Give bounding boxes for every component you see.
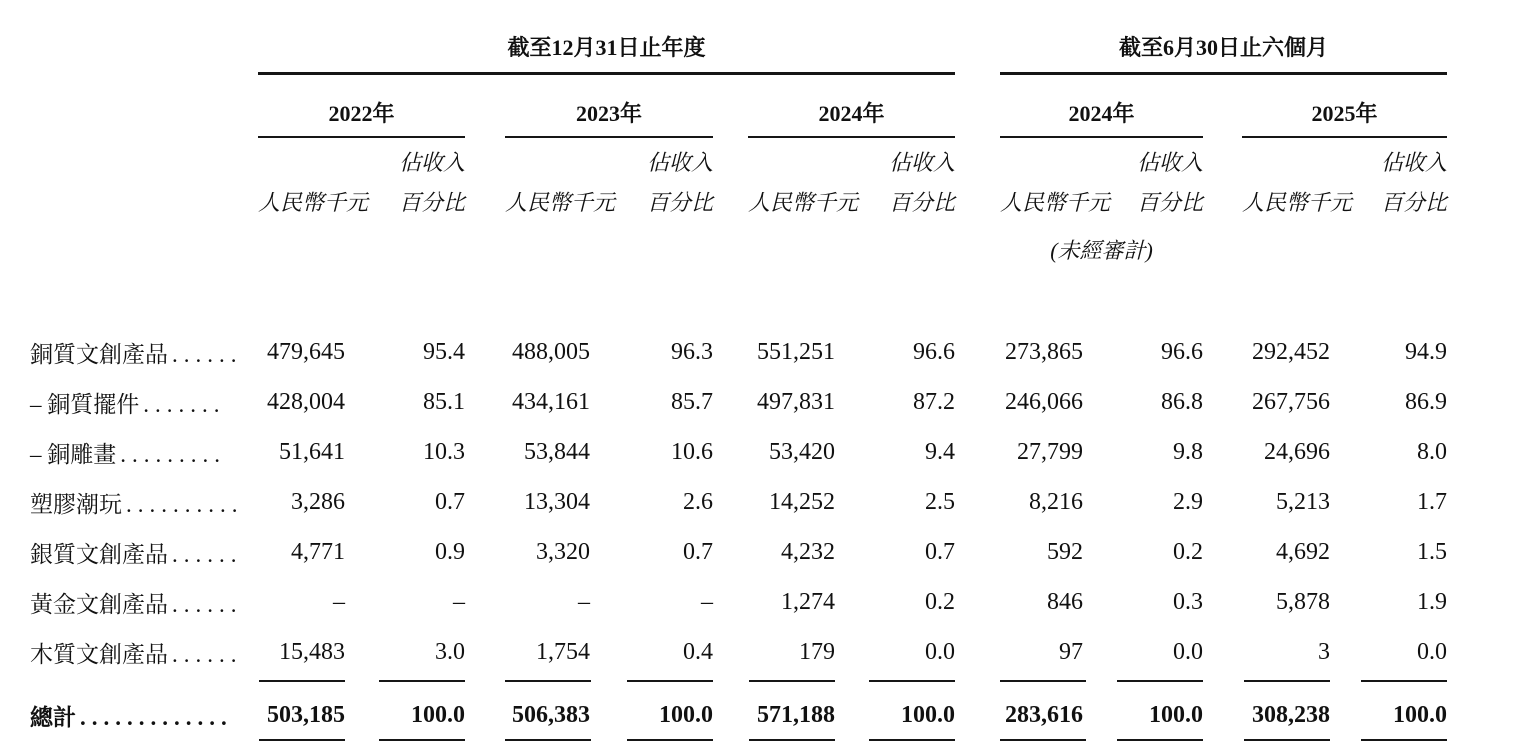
pct-header-line1: 佔收入 bbox=[398, 150, 465, 175]
cell-value: 53,844 bbox=[524, 438, 590, 465]
row-label-text: – 銅雕畫 bbox=[30, 441, 117, 467]
row-label bbox=[30, 427, 230, 477]
dot-leader: ............. bbox=[80, 704, 233, 730]
spacer bbox=[30, 137, 230, 225]
cell-value: 14,252 bbox=[769, 488, 835, 515]
spacer bbox=[30, 225, 1000, 265]
total-value: 100.0 bbox=[1393, 701, 1448, 728]
subtotal-rule bbox=[627, 680, 713, 682]
total-value: 506,383 bbox=[512, 701, 590, 728]
row-label bbox=[30, 377, 230, 427]
cell-value: 9.4 bbox=[925, 438, 956, 465]
cell-value: – bbox=[578, 588, 590, 615]
cell-value: 0.7 bbox=[435, 488, 465, 515]
pct-header-line1: 佔收入 bbox=[1137, 150, 1204, 175]
row-label bbox=[30, 477, 244, 527]
year-header-row bbox=[30, 74, 1447, 138]
cell-value: 85.7 bbox=[671, 388, 713, 415]
spacer bbox=[30, 12, 230, 74]
cell-value: 97 bbox=[1059, 638, 1084, 665]
group-header-row bbox=[30, 12, 1447, 74]
total-double-rule bbox=[505, 739, 591, 744]
cell-value: 846 bbox=[1047, 588, 1084, 615]
spacer bbox=[1203, 137, 1242, 225]
unaudited-note: (未經審計) bbox=[1050, 238, 1153, 263]
table-row bbox=[30, 527, 1447, 577]
cell-value: 246,066 bbox=[1005, 388, 1084, 415]
cell-value: 96.3 bbox=[671, 338, 713, 365]
cell-value: 10.3 bbox=[423, 438, 465, 465]
spacer bbox=[955, 12, 1000, 74]
cell-value: – bbox=[453, 588, 465, 615]
cell-value: 273,865 bbox=[1005, 338, 1084, 365]
spacer bbox=[465, 137, 505, 225]
cell-value: 4,232 bbox=[781, 538, 835, 565]
pct-header-line1: 佔收入 bbox=[646, 150, 713, 175]
pct-header-line1: 佔收入 bbox=[889, 150, 956, 175]
spacer bbox=[230, 137, 258, 225]
total-value: 503,185 bbox=[267, 701, 345, 728]
row-label bbox=[30, 577, 243, 627]
amount-unit-header: 人民幣千元 bbox=[748, 190, 859, 215]
row-label-text: 黃金文創產品 bbox=[30, 591, 168, 617]
table-row bbox=[30, 627, 1447, 677]
cell-value: 5,878 bbox=[1276, 588, 1331, 615]
pct-header-line2: 百分比 bbox=[1137, 190, 1204, 215]
cell-value: 1.9 bbox=[1417, 588, 1448, 615]
revenue-by-product-table bbox=[30, 12, 1447, 744]
total-value: 100.0 bbox=[901, 701, 956, 728]
subtotal-rule bbox=[505, 680, 591, 682]
cell-value: 87.2 bbox=[913, 388, 956, 415]
row-label-text: 塑膠潮玩 bbox=[30, 491, 122, 517]
total-label bbox=[30, 693, 233, 737]
spacer bbox=[713, 74, 748, 138]
cell-value: 1,274 bbox=[781, 588, 835, 615]
dot-leader: ...... bbox=[172, 341, 243, 367]
cell-value: 592 bbox=[1047, 538, 1084, 565]
cell-value: 3,320 bbox=[536, 538, 590, 565]
subtotal-rule bbox=[259, 680, 345, 682]
subtotal-rule bbox=[1000, 680, 1086, 682]
dot-leader: ....... bbox=[143, 391, 226, 417]
cell-value: 179 bbox=[799, 638, 835, 665]
cell-value: 2.5 bbox=[925, 488, 956, 515]
total-value: 571,188 bbox=[757, 701, 835, 728]
total-double-rule bbox=[869, 739, 955, 744]
dot-leader: ...... bbox=[172, 641, 243, 667]
total-double-rule bbox=[1000, 739, 1086, 744]
cell-value: 51,641 bbox=[279, 438, 345, 465]
column-header-row bbox=[30, 137, 1447, 225]
spacer bbox=[30, 74, 230, 138]
cell-value: 9.8 bbox=[1173, 438, 1204, 465]
cell-value: 86.9 bbox=[1405, 388, 1448, 415]
cell-value: 0.2 bbox=[1173, 538, 1204, 565]
spacer bbox=[465, 74, 505, 138]
subtotal-rule-row bbox=[30, 677, 1447, 693]
subtotal-rule bbox=[749, 680, 835, 682]
total-double-rule bbox=[259, 739, 345, 744]
total-double-rule-row bbox=[30, 737, 1447, 744]
dot-leader: ...... bbox=[172, 541, 243, 567]
cell-value: 86.8 bbox=[1161, 388, 1204, 415]
amount-unit-header: 人民幣千元 bbox=[258, 190, 369, 215]
cell-value: 0.7 bbox=[925, 538, 956, 565]
amount-unit-header: 人民幣千元 bbox=[1000, 190, 1111, 215]
total-double-rule bbox=[379, 739, 465, 744]
cell-value: 3 bbox=[1318, 638, 1331, 665]
cell-value: 434,161 bbox=[512, 388, 590, 415]
subtotal-rule bbox=[869, 680, 955, 682]
cell-value: 53,420 bbox=[769, 438, 835, 465]
total-value: 308,238 bbox=[1252, 701, 1331, 728]
subtotal-rule bbox=[1244, 680, 1330, 682]
total-row bbox=[30, 693, 1447, 737]
table-row bbox=[30, 377, 1447, 427]
spacer bbox=[713, 137, 748, 225]
year-header-2023: 2023年 bbox=[505, 74, 713, 138]
cell-value: 479,645 bbox=[267, 338, 345, 365]
row-label-text: 銀質文創產品 bbox=[30, 541, 168, 567]
subtotal-rule bbox=[1117, 680, 1203, 682]
cell-value: 85.1 bbox=[423, 388, 465, 415]
cell-value: – bbox=[701, 588, 713, 615]
cell-value: 0.0 bbox=[925, 638, 956, 665]
cell-value: 8,216 bbox=[1029, 488, 1084, 515]
total-value: 100.0 bbox=[659, 701, 713, 728]
cell-value: 15,483 bbox=[279, 638, 345, 665]
cell-value: 0.7 bbox=[683, 538, 713, 565]
spacer bbox=[955, 74, 1000, 138]
pct-header-line2: 百分比 bbox=[1381, 190, 1448, 215]
unaudited-row bbox=[30, 225, 1447, 265]
cell-value: 10.6 bbox=[671, 438, 713, 465]
total-double-rule bbox=[627, 739, 713, 744]
cell-value: 4,692 bbox=[1276, 538, 1331, 565]
cell-value: 24,696 bbox=[1264, 438, 1331, 465]
cell-value: 0.2 bbox=[925, 588, 956, 615]
total-value: 100.0 bbox=[411, 701, 465, 728]
row-label bbox=[30, 527, 243, 577]
group-header-fy: 截至12月31日止年度 bbox=[258, 12, 955, 74]
cell-value: 497,831 bbox=[757, 388, 835, 415]
subtotal-rule bbox=[1361, 680, 1447, 682]
total-value: 283,616 bbox=[1005, 701, 1084, 728]
dot-leader: .......... bbox=[126, 491, 244, 517]
cell-value: 5,213 bbox=[1276, 488, 1331, 515]
cell-value: 0.3 bbox=[1173, 588, 1204, 615]
cell-value: 0.4 bbox=[683, 638, 713, 665]
total-double-rule bbox=[749, 739, 835, 744]
total-double-rule bbox=[1244, 739, 1330, 744]
cell-value: 551,251 bbox=[757, 338, 835, 365]
row-label bbox=[30, 327, 243, 377]
amount-unit-header: 人民幣千元 bbox=[505, 190, 616, 215]
spacer bbox=[1203, 74, 1242, 138]
cell-value: 2.6 bbox=[683, 488, 713, 515]
cell-value: 428,004 bbox=[267, 388, 345, 415]
cell-value: 13,304 bbox=[524, 488, 590, 515]
cell-value: 0.0 bbox=[1417, 638, 1448, 665]
year-header-2025-interim: 2025年 bbox=[1242, 74, 1447, 138]
cell-value: 1.7 bbox=[1417, 488, 1448, 515]
table-row bbox=[30, 477, 1447, 527]
total-double-rule bbox=[1361, 739, 1447, 744]
total-label-text: 總計 bbox=[30, 704, 76, 730]
cell-value: 292,452 bbox=[1252, 338, 1331, 365]
table-row bbox=[30, 577, 1447, 627]
table-row bbox=[30, 427, 1447, 477]
row-label-text: – 銅質擺件 bbox=[30, 391, 140, 417]
cell-value: 0.9 bbox=[435, 538, 465, 565]
row-label-text: 木質文創產品 bbox=[30, 641, 168, 667]
cell-value: 0.0 bbox=[1173, 638, 1204, 665]
cell-value: 4,771 bbox=[291, 538, 345, 565]
cell-value: – bbox=[333, 588, 345, 615]
header-body-gap bbox=[30, 265, 1447, 327]
year-header-2024-interim: 2024年 bbox=[1000, 74, 1203, 138]
spacer bbox=[955, 137, 1000, 225]
cell-value: 8.0 bbox=[1417, 438, 1448, 465]
table-row bbox=[30, 327, 1447, 377]
cell-value: 267,756 bbox=[1252, 388, 1331, 415]
cell-value: 1,754 bbox=[536, 638, 590, 665]
cell-value: 94.9 bbox=[1405, 338, 1448, 365]
pct-header-line2: 百分比 bbox=[398, 190, 465, 215]
cell-value: 1.5 bbox=[1417, 538, 1448, 565]
group-header-interim: 截至6月30日止六個月 bbox=[1000, 12, 1447, 74]
pct-header-line2: 百分比 bbox=[889, 190, 956, 215]
total-value: 100.0 bbox=[1149, 701, 1204, 728]
spacer bbox=[230, 12, 258, 74]
pct-header-line2: 百分比 bbox=[646, 190, 713, 215]
cell-value: 3,286 bbox=[291, 488, 345, 515]
year-header-2024: 2024年 bbox=[748, 74, 955, 138]
year-header-2022: 2022年 bbox=[258, 74, 465, 138]
total-double-rule bbox=[1117, 739, 1203, 744]
dot-leader: ......... bbox=[120, 441, 226, 467]
cell-value: 95.4 bbox=[423, 338, 465, 365]
cell-value: 96.6 bbox=[1161, 338, 1204, 365]
row-label-text: 銅質文創產品 bbox=[30, 341, 168, 367]
dot-leader: ...... bbox=[172, 591, 243, 617]
row-label bbox=[30, 627, 243, 677]
pct-header-line1: 佔收入 bbox=[1381, 150, 1448, 175]
cell-value: 96.6 bbox=[913, 338, 956, 365]
subtotal-rule bbox=[379, 680, 465, 682]
amount-unit-header: 人民幣千元 bbox=[1242, 190, 1353, 215]
spacer bbox=[1203, 225, 1447, 265]
cell-value: 3.0 bbox=[435, 638, 465, 665]
cell-value: 2.9 bbox=[1173, 488, 1204, 515]
cell-value: 27,799 bbox=[1017, 438, 1084, 465]
spacer bbox=[230, 74, 258, 138]
cell-value: 488,005 bbox=[512, 338, 590, 365]
